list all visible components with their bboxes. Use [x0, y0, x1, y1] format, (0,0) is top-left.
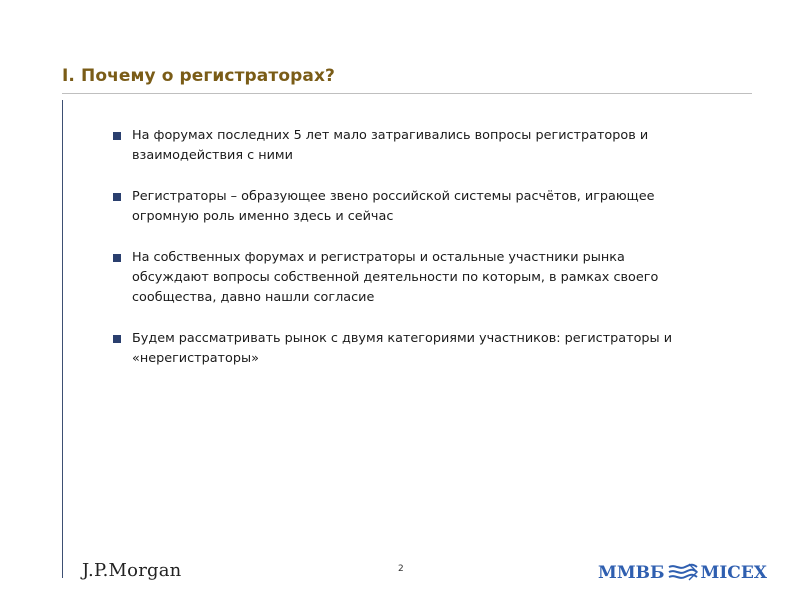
- bullet-item-3: [112, 248, 732, 308]
- micex-logo-latin: MICEX: [700, 563, 767, 583]
- bullet-text-line: На собственных форумах и регистраторы и остальные участники рынка: [132, 250, 625, 265]
- micex-wave-icon: [667, 563, 699, 583]
- title-divider: [62, 93, 752, 94]
- bullet-item-4: [112, 329, 732, 369]
- square-bullet-icon: [113, 335, 121, 343]
- bullet-list: [112, 126, 732, 390]
- square-bullet-icon: [113, 132, 121, 140]
- bullet-item-2: [112, 187, 732, 227]
- left-vertical-rule: [62, 100, 63, 578]
- micex-logo-cyrillic: ММВБ: [598, 563, 665, 583]
- bullet-text-line: взаимодействия с ними: [132, 148, 293, 163]
- bullet-text-line: огромную роль именно здесь и сейчас: [132, 209, 394, 224]
- square-bullet-icon: [113, 254, 121, 262]
- bullet-text-line: Будем рассматривать рынок с двумя категориями участников: регистраторы и: [132, 331, 673, 346]
- bullet-text-line: На форумах последних 5 лет мало затрагивались вопросы регистраторов и: [132, 128, 649, 143]
- bullet-text-line: Регистраторы – образующее звено российской системы расчётов, играющее: [132, 189, 655, 204]
- bullet-text-line: обсуждают вопросы собственной деятельности по которым, в рамках своего: [132, 270, 659, 285]
- bullet-text-line: «нерегистраторы»: [132, 351, 259, 366]
- page-number: 2: [398, 564, 404, 574]
- bullet-text-line: сообщества, давно нашли согласие: [132, 290, 375, 305]
- bullet-item-1: [112, 126, 732, 166]
- slide-title: I. Почему о регистраторах?: [62, 66, 335, 86]
- square-bullet-icon: [113, 193, 121, 201]
- micex-logo: [598, 560, 767, 586]
- jpmorgan-logo: J.P.Morgan: [82, 560, 182, 581]
